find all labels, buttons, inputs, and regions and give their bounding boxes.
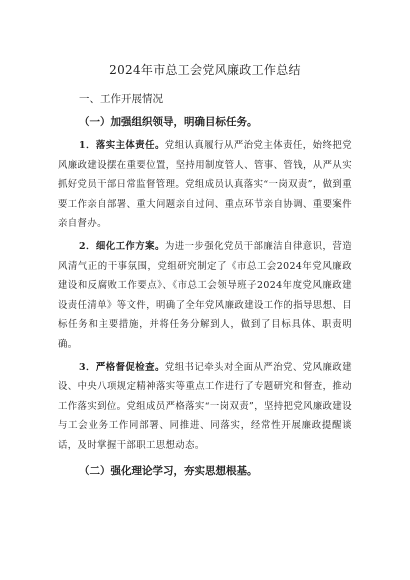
section-heading: 一、工作开展情况 (79, 93, 163, 105)
paragraph-text: 为进一步强化党员干部廉洁自律意识，营造风清气正的干事氛围，党组研究制定了《市总工会2024年党风廉政建设和反腐败工作要点》、《市总工会领导班子2024年度党风廉政建设责任清单》等文件，明确了全年党风廉政建设工作的指导思想、目标任务和主要措施，并将任务分解到人，做到了目标具体、职责明确。 (58, 240, 352, 350)
paragraph-text: 党组书记牵头对全面从严治党、党风廉政建设、中央八项规定精神落实等重点工作进行了专题研究和督查，推动工作落实到位。党组成员严格落实“一岗双责”，坚持把党风廉政建设与工会业务工作同部署、同推进、同落实，经常性开展廉政提醒谈话，及时掌握干部职工思想动态。 (58, 361, 352, 451)
paragraph-lead: 3．严格督促检查。 (79, 361, 165, 373)
paragraph-text: 党组认真履行从严治党主体责任，始终把党风廉政建设摆在重要位置，坚持用制度管人、管事、管钱，从严从实抓好党员干部日常监督管理。党组成员认真落实“一岗双责”，做到重要工作亲自部署、重大问题亲自过问、重点环节亲自协调、重要案件亲自督办。 (58, 140, 352, 230)
paragraph (58, 358, 352, 456)
subsection-heading: （一）加强组织领导，明确目标任务。 (79, 116, 258, 128)
subsection-heading: （二）强化理论学习，夯实思想根基。 (79, 464, 258, 477)
paragraph-lead: 2．细化工作方案。 (79, 240, 165, 252)
paragraph-lead: 1．落实主体责任。 (79, 140, 165, 151)
document-title: 2024年市总工会党风廉政工作总结 (109, 63, 301, 77)
paragraph (58, 136, 352, 234)
paragraph (58, 237, 352, 355)
